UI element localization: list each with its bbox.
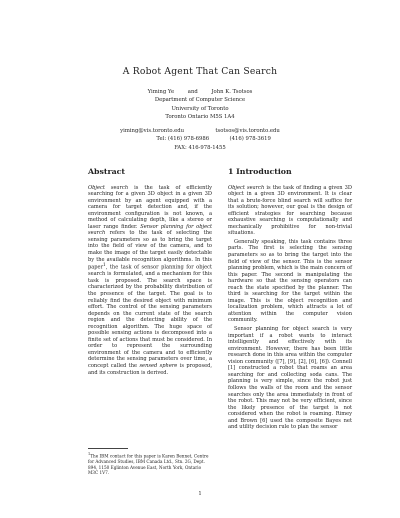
- emphasis: Object search: [88, 184, 129, 191]
- text: is proposed, and its construction is derived.: [88, 363, 212, 376]
- footnote-marker: 1: [88, 452, 91, 456]
- email: tsotsos@vis.toronto.edu: [215, 128, 280, 134]
- author-conjunction: and: [187, 89, 198, 95]
- intro-paragraph: [228, 185, 352, 237]
- university: University of Toronto: [171, 105, 229, 112]
- footnote: [88, 452, 212, 476]
- department: Department of Computer Science: [154, 97, 246, 104]
- text: is the task of efficiently searching for a given 3D object in a given 3D environment by an agent equipped with a camera for target detection and, if the environment configuration is not known, a method of calculating depth, like a stereo or laser range finder.: [88, 184, 212, 230]
- text: is the task of finding a given 3D object in a given 3D environment. It is clear that a brute-force blind search will suffice for its solution; however, our goal is the design of efficient strategies for searching because exhaustive searching is computationally and mechanically prohibitive for non-trivial situations.: [228, 184, 352, 237]
- email-row: [0, 127, 400, 135]
- emphasis: sensed sphere: [139, 363, 178, 369]
- abstract-paragraph: [88, 185, 212, 377]
- section-heading: 1 Introduction: [228, 167, 292, 176]
- text: , the task of sensor planning for object search is formulated, and a mechanism for this task is proposed. The search space is characterized by the probability distribution of the presence of the target. The goal is to reliably find the desired object with minimum effort. The control of the sensing parameters depends on the current state of the search region and the detecting ability of the recognition algorithm. The huge space of possible sensing actions is decomposed into a finite set of actions that must be considered. In order to represent the surrounding environment of the camera and to efficiently determine the sensing parameters over time, a concept called the: [88, 264, 212, 369]
- paper-title: A Robot Agent That Can Search: [122, 66, 278, 77]
- abstract-column: [88, 169, 212, 378]
- author-name: John K. Tsotsos: [211, 89, 253, 95]
- address: Toronto Ontario M5S 1A4: [165, 114, 235, 121]
- email: yiming@vis.toronto.edu: [120, 128, 185, 134]
- phone: (416) 978-3619: [229, 136, 271, 143]
- footnote-text: The IBM contact for this paper is Karen Bennet, Centre for Advanced Studies, IBM Canada Ltd., Stn. 2G, Dept. 894, 1150 Eglinton Avenue East, North York, Ontario M3C 1V7.: [88, 453, 209, 476]
- page-number: 1: [198, 491, 202, 497]
- emphasis: Sensor planning for object search: [88, 223, 212, 237]
- text: refers to the task of selecting the sensing parameters so as to bring the target into the field of view of the camera, and to make the image of the target easily detectable by the available recognition algorithms. In this paper: [88, 230, 212, 271]
- phone: Tel: (416) 978-6986: [156, 136, 210, 143]
- emphasis: Object search: [228, 184, 265, 191]
- contact-block: [0, 127, 400, 152]
- author-name: Yiming Ye: [147, 89, 175, 95]
- intro-paragraph: Sensor planning for object search is very important if a robot wants to interact intelligently and effectively with its environment. However, there has been little research done in this area within the computer vision community ([7], [9], [2], [6], [6]). Connell [1] constructed a robot that roams an area searching for and collecting soda cans. The planning is very simple, since the robot just follows the walls of the room and the sensor searches only the area immediately in front of the robot. This may not be very efficient, since the likely presence of the target is not considered when the robot is roaming. Rimey and Brown [6] used the composite Bayes net and utility decision rule to plan the sensor: [228, 326, 352, 431]
- phone-row: [0, 135, 400, 143]
- section-heading: Abstract: [88, 167, 126, 176]
- introduction-column: [228, 169, 352, 433]
- fax: FAX: 416-978-1455: [174, 144, 226, 151]
- author-block: [0, 88, 400, 122]
- author-names: [0, 88, 400, 96]
- footnote-rule: [88, 448, 128, 449]
- intro-paragraph: Generally speaking, this task contains three parts. The first is selecting the sensing parameters so as to bring the target into the field of view of the sensor. This is the sensor planning problem, which is the main concern of this paper. The second is manipulating the hardware so that the sensing operators can reach the state specified by the planner. The third is searching for the target within the image. This is the object recognition and localization problem, which attracts a lot of attention within the computer vision community.: [228, 238, 352, 324]
- footnote-marker: 1: [103, 263, 106, 269]
